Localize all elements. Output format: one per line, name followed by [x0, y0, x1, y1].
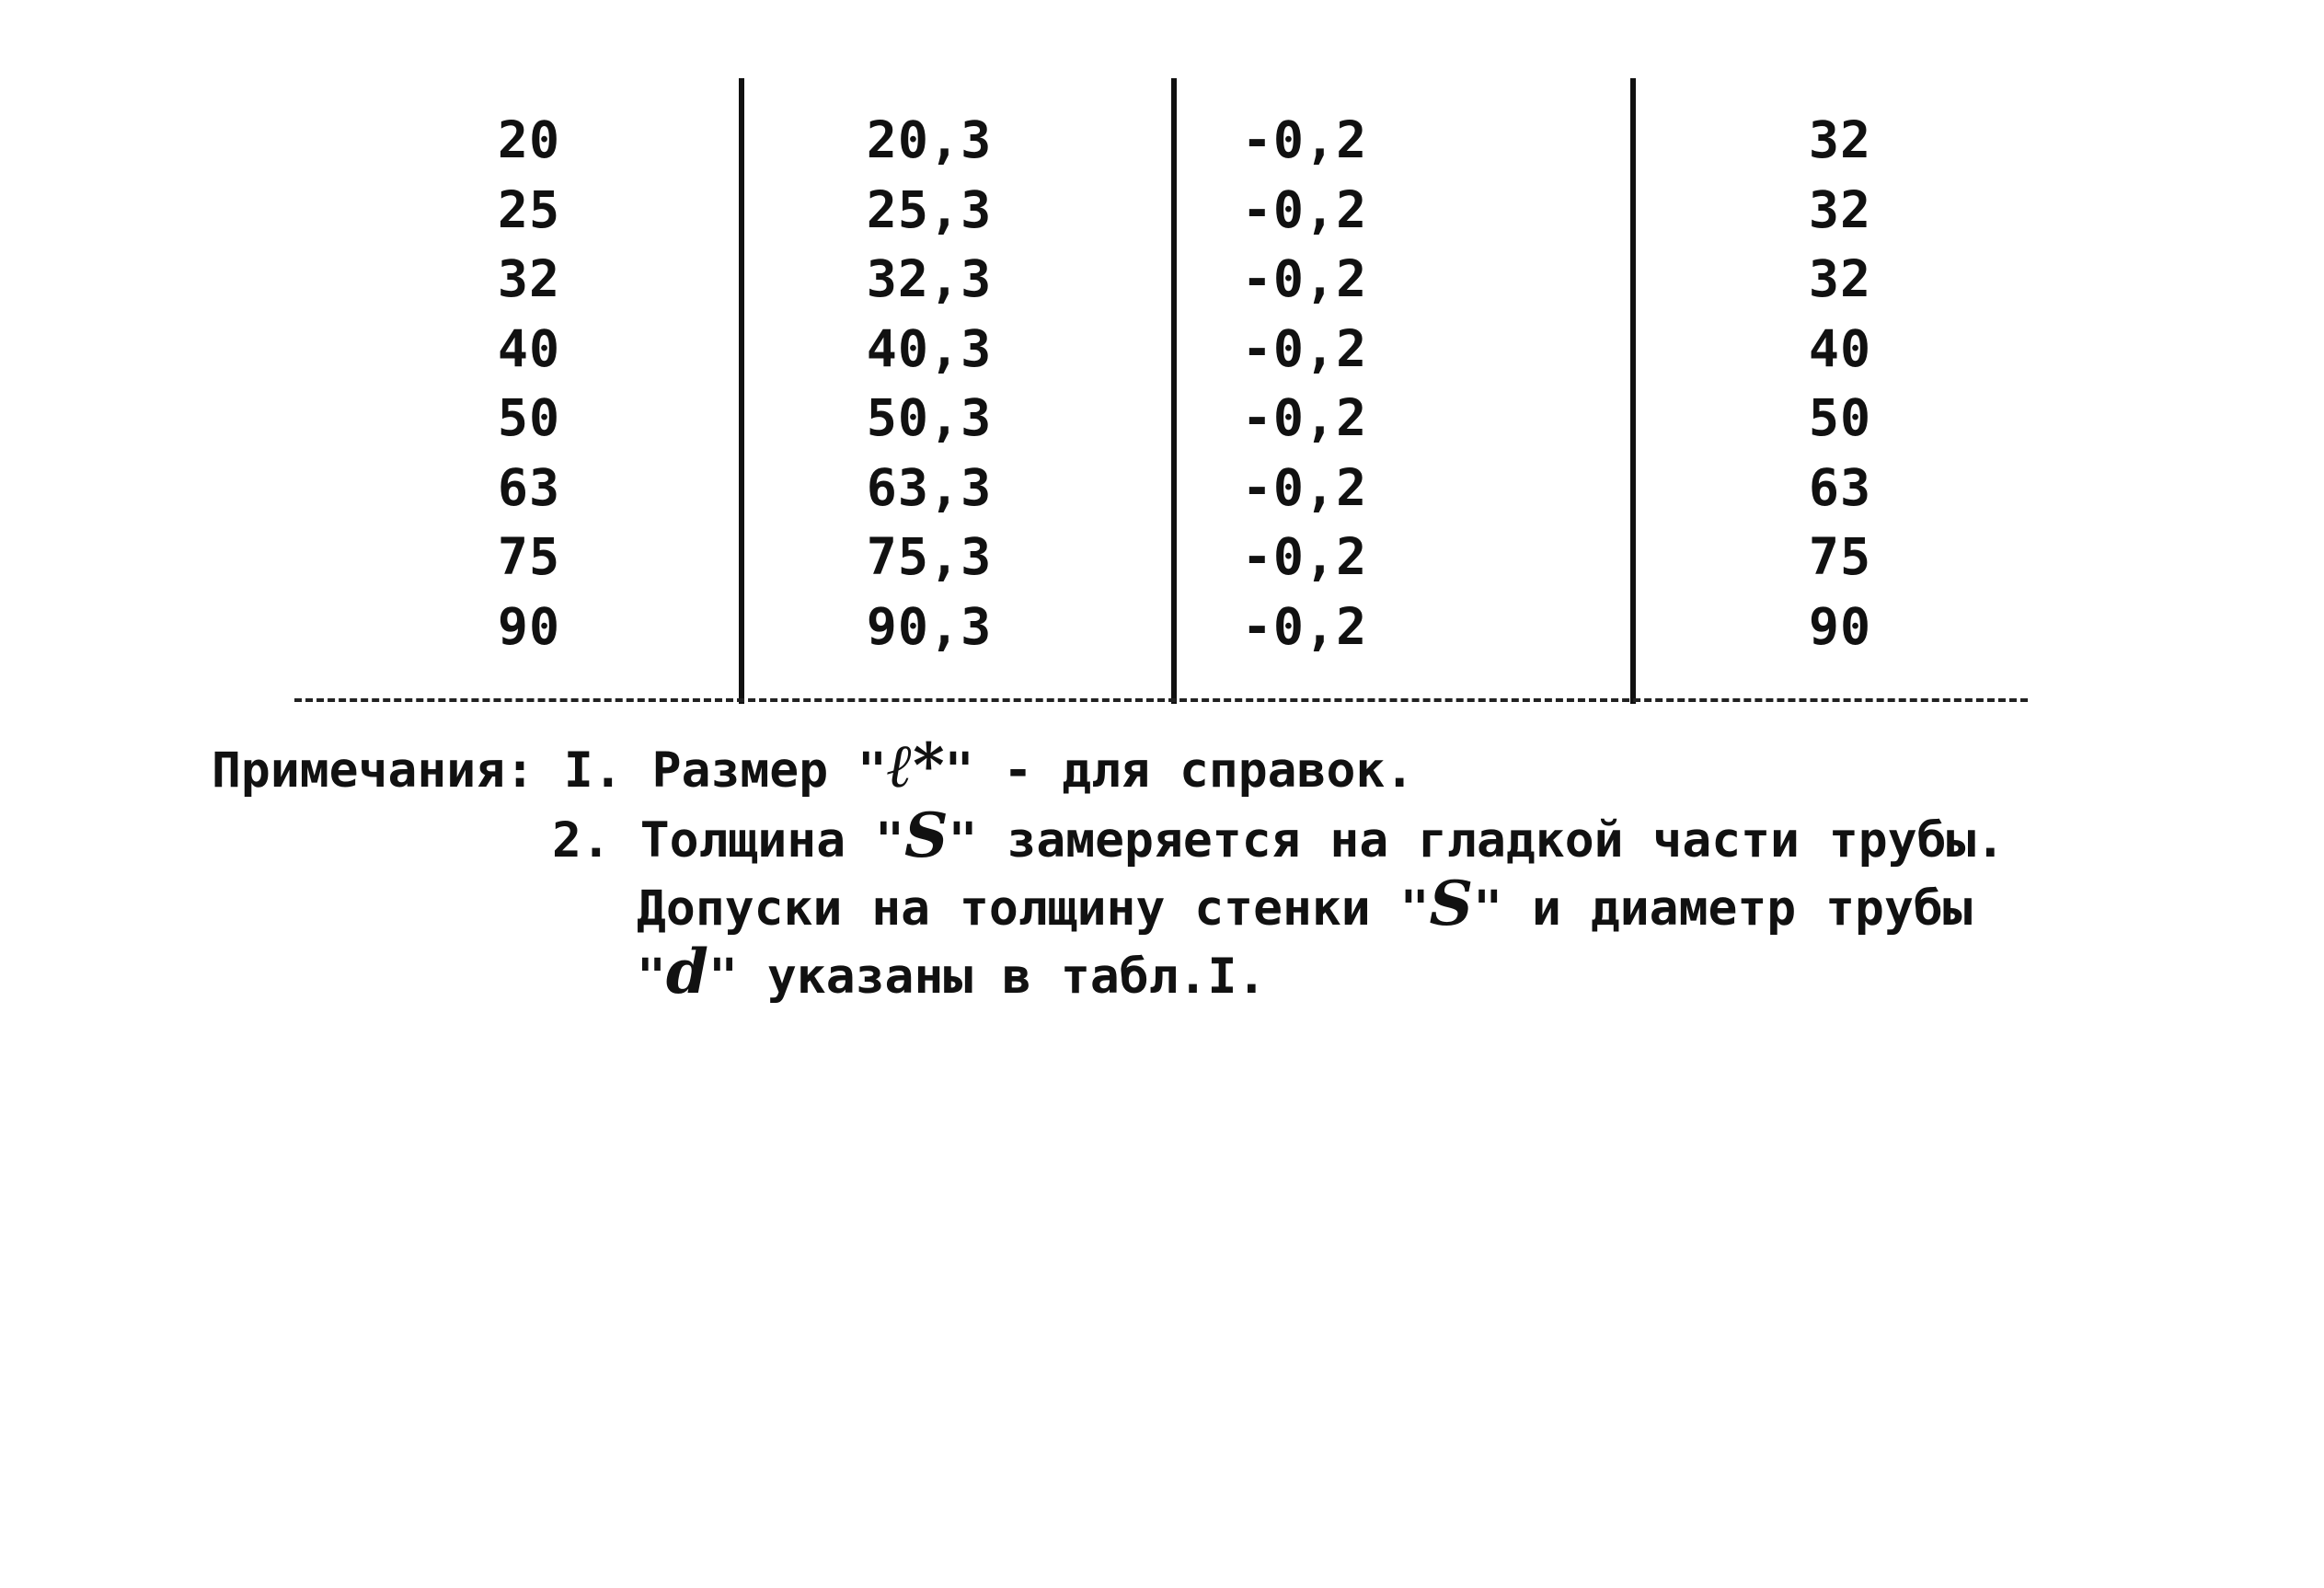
table-cell: -0,2	[1241, 457, 1368, 517]
table-cell: 90,3	[866, 596, 993, 656]
note-2-line-2-symbol: S	[1429, 868, 1474, 939]
table-cell: 32	[1808, 249, 1872, 308]
table-cell: -0,2	[1241, 110, 1368, 169]
table-cell: -0,2	[1241, 249, 1368, 308]
table-cell: 32	[1808, 179, 1872, 239]
notes-label: Примечания:	[212, 742, 535, 799]
table-cell: -0,2	[1241, 318, 1368, 378]
note-2-line-3	[637, 936, 1267, 1007]
table-cell: 25	[497, 179, 561, 239]
note-1-number: I.	[563, 742, 623, 799]
table-cell: 20,3	[866, 110, 993, 169]
note-2-line-2-start: Допуски на толщину стенки "	[637, 880, 1430, 937]
table-cell: 75	[1808, 527, 1872, 586]
table-cell: 50	[1808, 388, 1872, 447]
table-cell: -0,2	[1241, 179, 1368, 239]
table-cell: 90	[1808, 596, 1872, 656]
table-cell: 63	[497, 457, 561, 517]
note-2-line-1-start: Толщина "	[639, 812, 904, 869]
table-bottom-rule	[294, 698, 2028, 702]
note-2-line-3-symbol: d	[665, 936, 709, 1007]
table-cell: 63,3	[866, 457, 993, 517]
table-cell: -0,2	[1241, 596, 1368, 656]
table-cell: 50	[497, 388, 561, 447]
note-1-symbol: ℓ*	[886, 730, 945, 801]
column-divider	[1171, 78, 1177, 704]
table-cell: 20	[497, 110, 561, 169]
table-cell: -0,2	[1241, 527, 1368, 586]
table-cell: 32	[497, 249, 561, 308]
table-cell: 32	[1808, 110, 1872, 169]
column-divider	[1630, 78, 1636, 704]
table-cell: 40	[1808, 318, 1872, 378]
note-1-text-end: " - для справок.	[944, 742, 1415, 799]
table-cell: 32,3	[866, 249, 993, 308]
note-2-line-2	[637, 868, 1973, 939]
table-cell: 40,3	[866, 318, 993, 378]
table-cell: 90	[497, 596, 561, 656]
note-2-number: 2.	[552, 812, 611, 869]
note-2-line-3-end: " указаны в табл.I.	[708, 949, 1267, 1005]
note-2-line-1	[552, 800, 2006, 871]
table-cell: 75	[497, 527, 561, 586]
note-1-text-start: Размер "	[651, 742, 887, 799]
note-2-line-3-start: "	[637, 949, 666, 1005]
note-2-line-1-symbol: S	[903, 800, 949, 871]
table-cell: -0,2	[1241, 388, 1368, 447]
note-2-line-2-end: " и диаметр трубы	[1473, 880, 1973, 937]
note-1	[212, 730, 1415, 801]
table-cell: 40	[497, 318, 561, 378]
table-cell: 25,3	[866, 179, 993, 239]
column-divider	[739, 78, 744, 704]
note-2-line-1-end: " замеряется на гладкой части трубы.	[948, 812, 2006, 869]
table-cell: 63	[1808, 457, 1872, 517]
table-cell: 75,3	[866, 527, 993, 586]
table-cell: 50,3	[866, 388, 993, 447]
